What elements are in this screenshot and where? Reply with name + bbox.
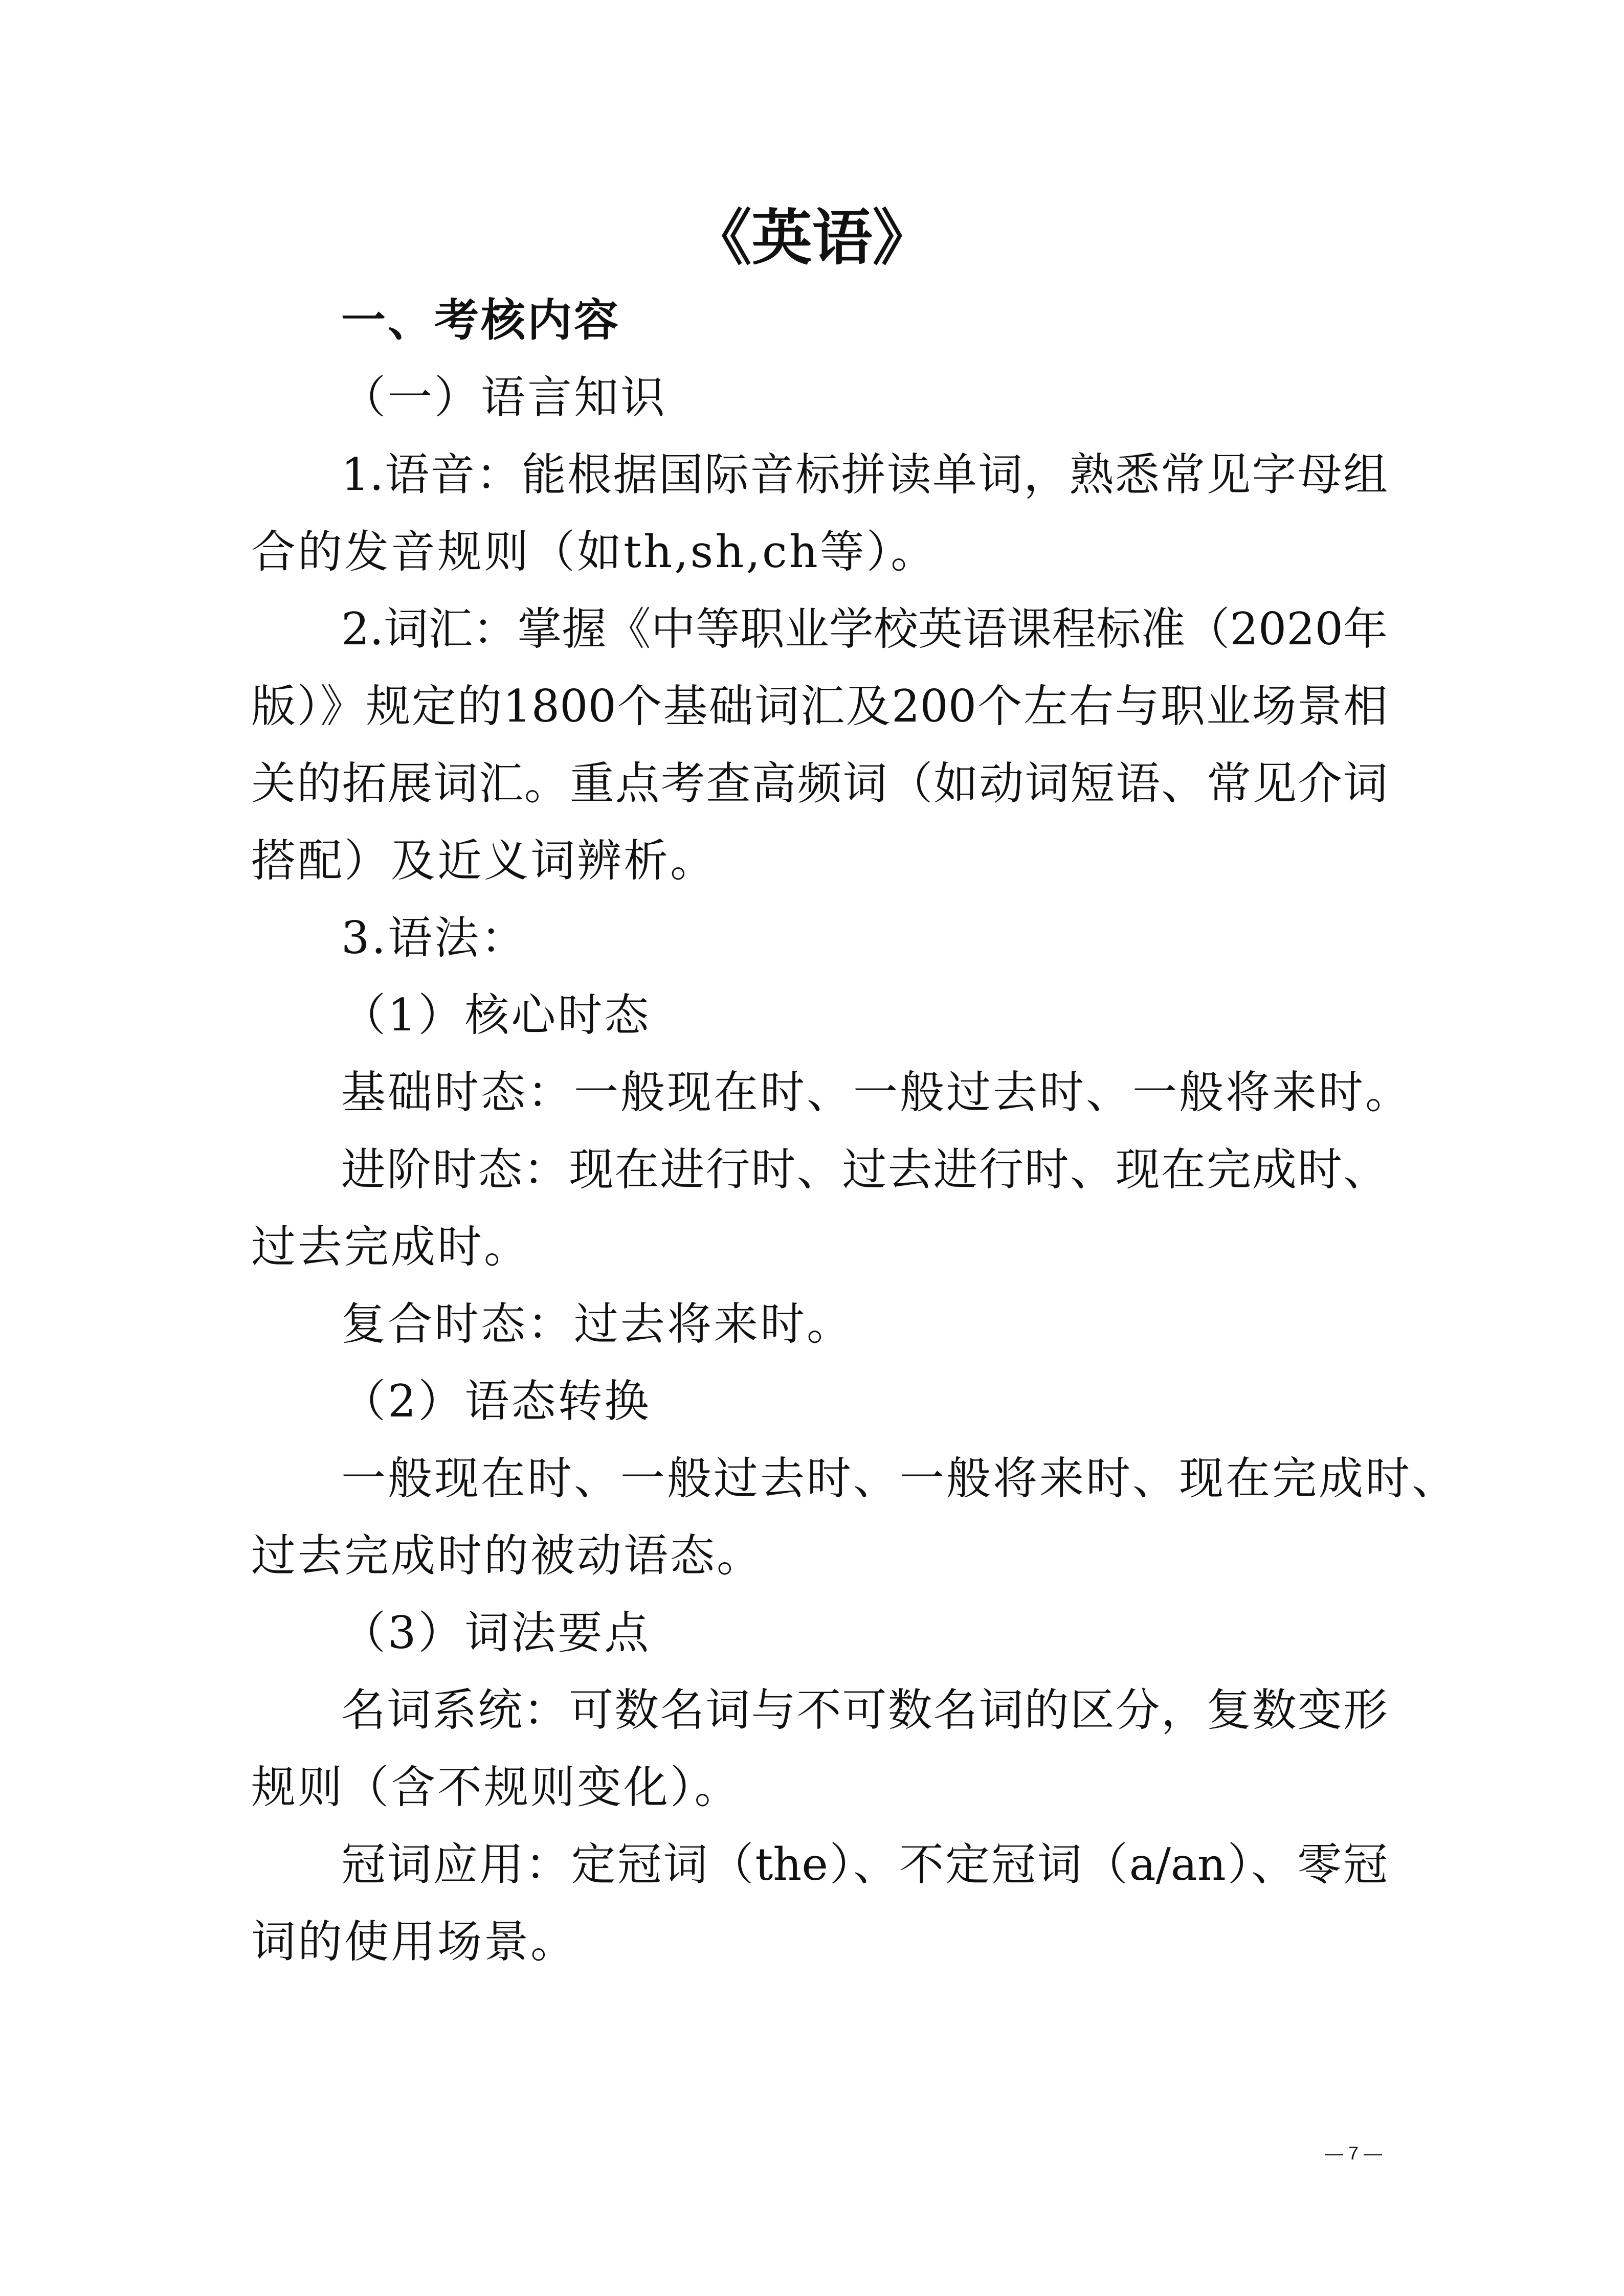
text-line: 名词系统：可数名词与不可数名词的区分，复数变形	[341, 1684, 1388, 1736]
text-line: （2）语态转换	[341, 1375, 651, 1427]
text-line: 冠词应用：定冠词（the）、不定冠词（a/an）、零冠	[341, 1838, 1388, 1890]
text-line: 基础时态：一般现在时、一般过去时、一般将来时。	[341, 1066, 1412, 1118]
text-line: （1）核心时态	[341, 989, 651, 1041]
text-line: 关的拓展词汇。重点考查高频词（如动词短语、常见介词	[251, 757, 1388, 809]
text-line: 3.语法：	[341, 912, 528, 964]
text-line: 合的发音规则（如th,sh,ch等）。	[251, 526, 938, 578]
text-line: 版）》规定的1800个基础词汇及200个左右与职业场景相	[251, 680, 1388, 732]
text-line: 搭配）及近义词辨析。	[251, 835, 717, 887]
text-line: 1.语音：能根据国际音标拼读单词，熟悉常见字母组	[341, 448, 1388, 501]
text-line: 2.词汇：掌握《中等职业学校英语课程标准（2020年	[341, 603, 1388, 655]
text-line: 进阶时态：现在进行时、过去进行时、现在完成时、	[341, 1143, 1388, 1196]
text-line: 词的使用场景。	[251, 1916, 577, 1968]
text-line: 规则（含不规则变化）。	[251, 1761, 741, 1813]
text-line: （一）语言知识	[341, 371, 667, 423]
text-line: 一般现在时、一般过去时、一般将来时、现在完成时、	[341, 1452, 1458, 1504]
document-title: 《英语》	[691, 202, 933, 273]
text-line: 复合时态：过去将来时。	[341, 1298, 853, 1350]
text-line: 过去完成时。	[251, 1221, 530, 1273]
page-number: — 7 —	[1325, 2143, 1383, 2164]
text-line: 过去完成时的被动语态。	[251, 1529, 763, 1582]
section-heading: 一、考核内容	[341, 294, 620, 346]
text-line: （3）词法要点	[341, 1607, 651, 1659]
